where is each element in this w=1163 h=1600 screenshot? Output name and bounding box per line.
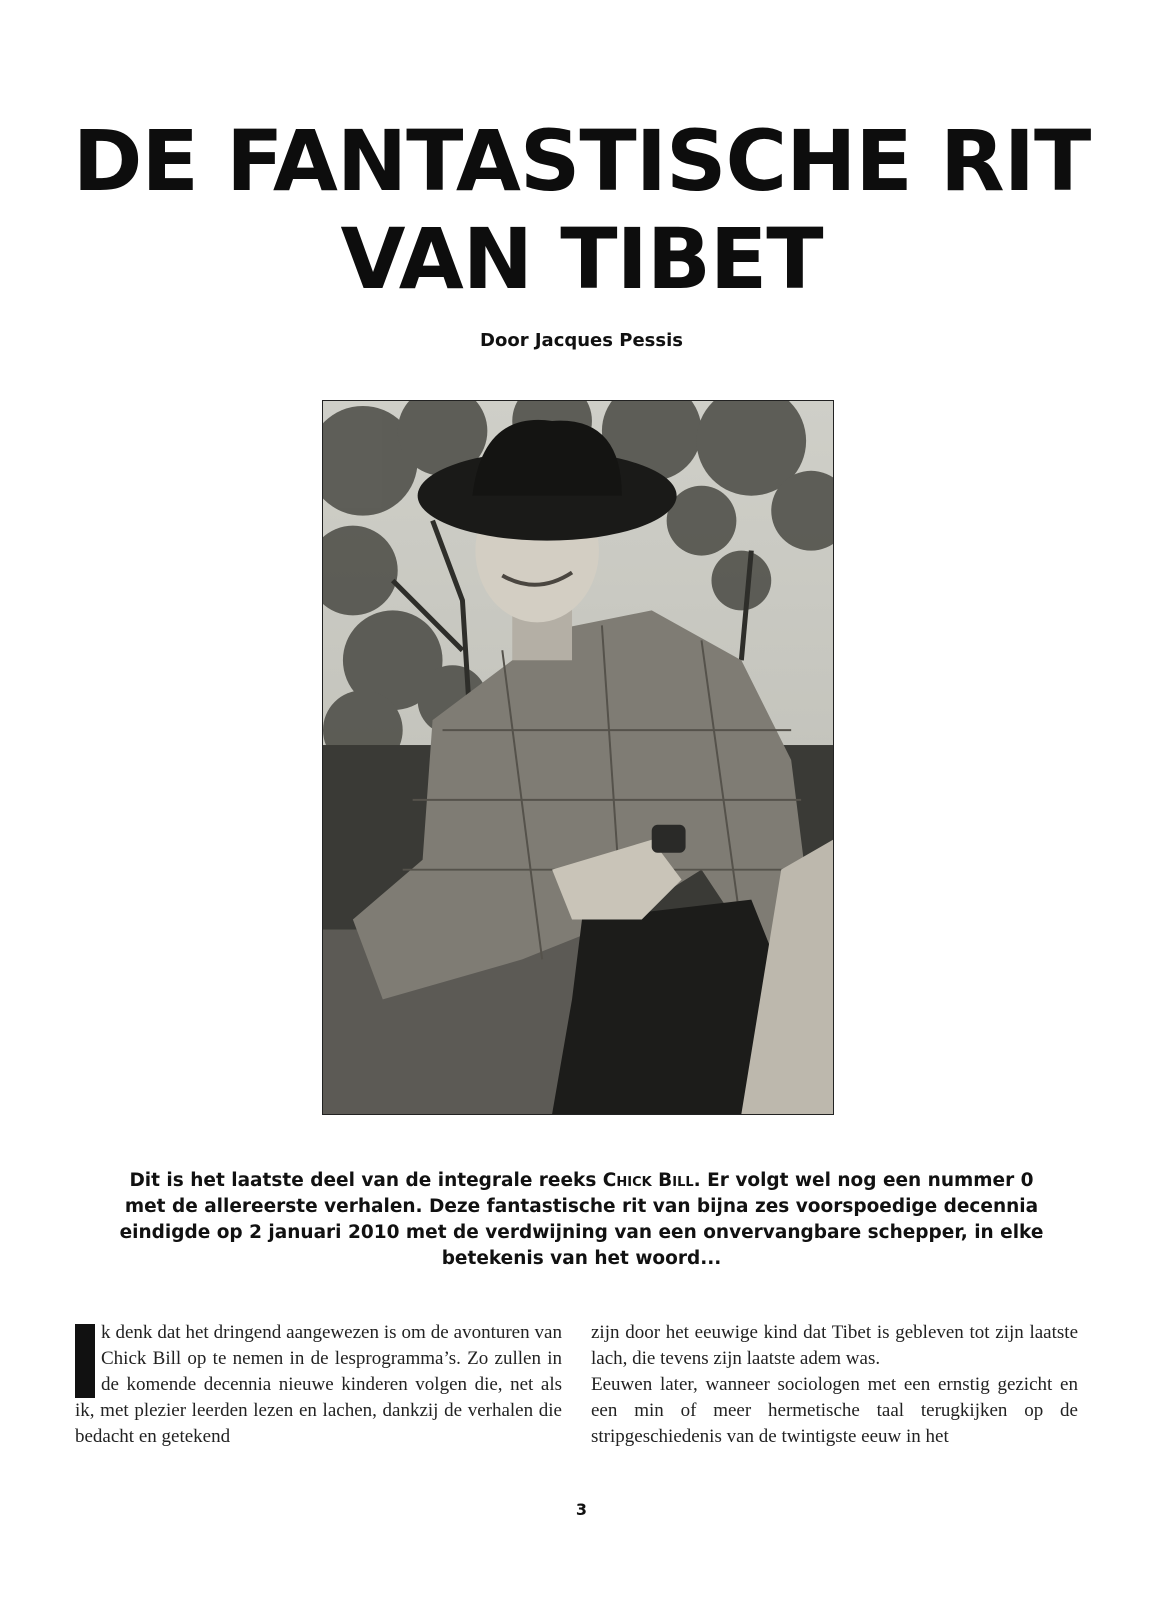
photo-illustration bbox=[323, 401, 833, 1114]
intro-series-name: Chick Bill bbox=[602, 1170, 694, 1191]
column-right-paragraph-1: zijn door het eeuwige kind dat Tibet is gebleven tot zijn laatste lach, die tevens zijn laatste adem was. bbox=[591, 1322, 1078, 1369]
intro-text-part1: Dit is het laatste deel van de integrale reeks bbox=[129, 1170, 603, 1191]
article-title bbox=[0, 112, 1163, 308]
page-number: 3 bbox=[575, 1500, 588, 1519]
title-line-2: VAN TIBET bbox=[340, 210, 823, 308]
column-right-paragraph-2: Eeuwen later, wanneer sociologen met een ernstig gezicht en een min of meer hermetische taal terugkijken op de stripgeschiedenis van de twintigste eeuw in het bbox=[591, 1374, 1078, 1447]
dropcap bbox=[75, 1324, 95, 1398]
column-right bbox=[591, 1320, 1078, 1450]
intro-text-part2: . Er volgt wel nog een nummer 0 met de allereerste verhalen. Deze fantastische rit van bijna zes voorspoedige decennia eindigde op 2 januari 2010 met de verdwijning van een onvervangbare schepper, in elke betekenis van het woord... bbox=[119, 1170, 1044, 1269]
body-columns bbox=[75, 1320, 1085, 1470]
portrait-photo bbox=[322, 400, 834, 1115]
column-left bbox=[75, 1320, 562, 1450]
column-left-text: k denk dat het dringend aangewezen is om de avonturen van Chick Bill op te nemen in de lesprogramma’s. Zo zullen in de komende decennia nieuwe kinderen volgen die, net als ik, met plezier leerden lezen en lachen, dankzij de verhalen die bedacht en getekend bbox=[75, 1322, 562, 1447]
byline: Door Jacques Pessis bbox=[480, 330, 683, 351]
title-line-1: DE FANTASTISCHE RIT bbox=[72, 112, 1091, 210]
intro-paragraph bbox=[110, 1168, 1053, 1272]
